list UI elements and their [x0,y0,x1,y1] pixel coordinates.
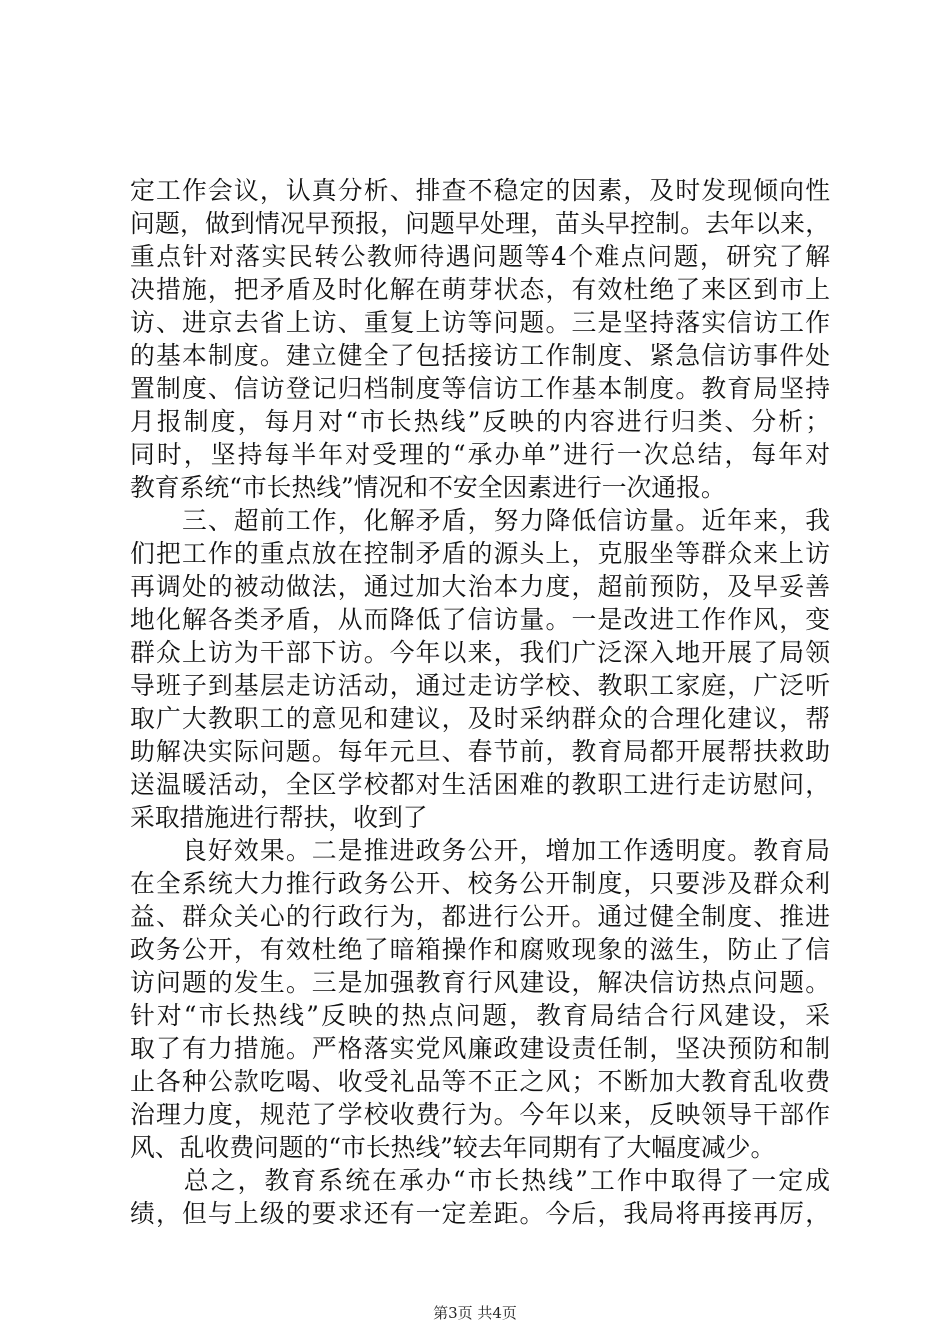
text-line: 重点针对落实民转公教师待遇问题等4个难点问题，研究了解 [130,242,830,271]
text-line: 采取措施进行帮扶，收到了 [130,803,428,832]
text-line: 的基本制度。建立健全了包括接访工作制度、紧急信访事件处 [130,341,830,370]
text-line: 治理力度，规范了学校收费行为。今年以来，反映领导干部作 [130,1100,830,1129]
text-line: 导班子到基层走访活动，通过走访学校、教职工家庭，广泛听 [130,671,830,700]
text-line: 置制度、信访登记归档制度等信访工作基本制度。教育局坚持 [130,374,830,403]
text-line: 止各种公款吃喝、收受礼品等不正之风；不断加大教育乱收费 [130,1067,830,1096]
text-line: 地化解各类矛盾，从而降低了信访量。一是改进工作作风，变 [130,605,830,634]
text-line: 良好效果。二是推进政务公开，增加工作透明度。教育局 [130,836,830,865]
text-line: 月报制度，每月对“市长热线”反映的内容进行归类、分析； [130,407,830,436]
text-line: 问题，做到情况早预报，问题早处理，苗头早控制。去年以来， [130,209,830,238]
text-line: 绩，但与上级的要求还有一定差距。今后，我局将再接再厉， [130,1199,830,1228]
text-line: 针对“市长热线”反映的热点问题，教育局结合行风建设，采 [130,1001,830,1030]
text-line: 益、群众关心的行政行为，都进行公开。通过健全制度、推进 [130,902,830,931]
document-body [130,174,830,1230]
text-line: 总之，教育系统在承办“市长热线”工作中取得了一定成 [130,1166,830,1195]
text-line: 风、乱收费问题的“市长热线”较去年同期有了大幅度减少。 [130,1133,776,1162]
text-line: 再调处的被动做法，通过加大治本力度，超前预防，及早妥善 [130,572,830,601]
text-line: 访问题的发生。三是加强教育行风建设，解决信访热点问题。 [130,968,830,997]
text-line: 定工作会议，认真分析、排查不稳定的因素，及时发现倾向性 [130,176,830,205]
text-line: 们把工作的重点放在控制矛盾的源头上，克服坐等群众来上访 [130,539,830,568]
text-line: 取广大教职工的意见和建议，及时采纳群众的合理化建议，帮 [130,704,830,733]
text-line: 取了有力措施。严格落实党风廉政建设责任制，坚决预防和制 [130,1034,830,1063]
text-line: 访、进京去省上访、重复上访等问题。三是坚持落实信访工作 [130,308,830,337]
text-line: 三、超前工作，化解矛盾，努力降低信访量。近年来，我 [130,506,830,535]
text-line: 同时，坚持每半年对受理的“承办单”进行一次总结，每年对 [130,440,830,469]
page-footer: 第3页 共4页 [433,1304,517,1322]
text-line: 在全系统大力推行政务公开、校务公开制度，只要涉及群众利 [130,869,830,898]
text-line: 送温暖活动，全区学校都对生活困难的教职工进行走访慰问， [130,770,830,799]
text-line: 政务公开，有效杜绝了暗箱操作和腐败现象的滋生，防止了信 [130,935,830,964]
text-line: 群众上访为干部下访。今年以来，我们广泛深入地开展了局领 [130,638,830,667]
text-line: 教育系统“市长热线”情况和不安全因素进行一次通报。 [130,473,726,502]
text-line: 决措施，把矛盾及时化解在萌芽状态，有效杜绝了来区到市上 [130,275,830,304]
text-line: 助解决实际问题。每年元旦、春节前，教育局都开展帮扶救助 [130,737,830,766]
